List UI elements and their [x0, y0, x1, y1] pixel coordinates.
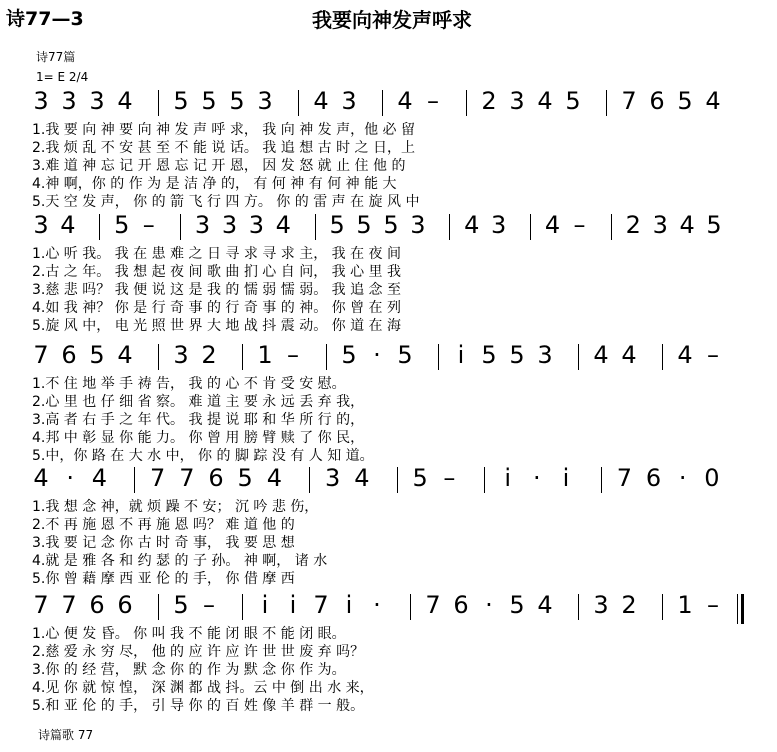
note: –: [142, 211, 155, 239]
barline: [397, 467, 398, 493]
psalm-subtitle: 诗77篇: [36, 50, 76, 64]
note: 5: [356, 211, 372, 239]
barline: [158, 90, 159, 116]
lyric-line: 2.心 里 也 仔 细 省 察。 难 道 主 要 永 远 丢 弃 我，: [32, 394, 365, 410]
note: 5: [677, 87, 693, 115]
barline: [298, 90, 299, 116]
note: 7: [33, 341, 49, 369]
note: 7: [616, 464, 632, 492]
note: 5: [341, 341, 357, 369]
note: 3: [410, 211, 426, 239]
note: ·: [373, 591, 381, 619]
note: 3: [593, 591, 609, 619]
lyric-line: 4.如 我 神？ 你 是 行 奇 事 的 行 奇 事 的 神。 你 曾 在 列: [32, 300, 402, 316]
note: –: [443, 464, 456, 492]
note: 4: [621, 341, 637, 369]
note: 3: [33, 211, 49, 239]
barline: [382, 90, 383, 116]
note: i: [457, 341, 465, 369]
note: 5: [706, 211, 722, 239]
note: 6: [645, 464, 662, 492]
note: –: [573, 211, 586, 239]
note: 6: [61, 341, 77, 369]
note: i: [504, 464, 511, 492]
note: 4: [313, 87, 329, 115]
note: 5: [237, 464, 253, 492]
note: 6: [208, 464, 224, 492]
lyric-line: 2.我 烦 乱 不 安 甚 至 不 能 说 话。 我 追 想 古 时 之 日，上: [32, 140, 416, 156]
barline: [601, 467, 602, 493]
note: 4: [537, 87, 553, 115]
note: 5: [397, 341, 413, 369]
note: 3: [257, 87, 273, 115]
barline: [438, 344, 439, 370]
lyric-line: 5.旋 风 中， 电 光 照 世 界 大 地 战 抖 震 动。 你 道 在 海: [32, 318, 402, 334]
note: 4: [275, 211, 291, 239]
lyric-line: 2.慈 爱 永 穷 尽， 他 的 应 许 应 许 世 世 废 弃 吗？: [32, 644, 365, 660]
barline: [530, 214, 531, 240]
note: 7: [33, 591, 49, 619]
lyric-line: 3.难 道 神 忘 记 开 恩 忘 记 开 恩， 因 发 怒 就 止 住 他 的: [32, 158, 406, 174]
note: 3: [61, 87, 77, 115]
note: 4: [354, 464, 370, 492]
notation-row: [22, 342, 744, 372]
page-title: 我要向神发声呼求: [312, 8, 472, 32]
footer-label: 诗篇歌 77: [38, 728, 94, 742]
notation-row: [22, 465, 744, 495]
barline: [578, 344, 579, 370]
lyric-line: 2.不 再 施 恩 不 再 施 恩 吗？ 难 道 他 的: [32, 517, 295, 533]
notation-row: [22, 592, 744, 622]
note: ·: [66, 464, 74, 492]
note: 4: [91, 464, 107, 492]
note: 7: [313, 591, 329, 619]
note: 7: [61, 591, 77, 619]
final-barline-thick: [741, 594, 744, 624]
note: 5: [201, 87, 217, 115]
barline: [578, 594, 579, 620]
note: 5: [565, 87, 581, 115]
note: –: [707, 341, 719, 369]
note: 4: [544, 211, 561, 239]
note: 7: [621, 87, 637, 115]
key-signature: 1= E 2/4: [36, 70, 89, 84]
note: 3: [248, 211, 265, 239]
barline: [410, 594, 411, 620]
note: ·: [373, 341, 381, 369]
lyric-line: 4.神 啊，你 的 作 为 是 洁 净 的， 有 何 神 有 何 神 能 大: [32, 176, 397, 192]
lyric-line: 5.中，你 路 在 大 水 中， 你 的 脚 踪 没 有 人 知 道。: [32, 448, 374, 464]
note: 3: [221, 211, 238, 239]
note: 4: [117, 87, 133, 115]
lyric-line: 1.我 想 念 神，就 烦 躁 不 安； 沉 吟 悲 伤，: [32, 499, 319, 515]
note: 3: [173, 341, 189, 369]
note: 3: [33, 87, 49, 115]
barline: [309, 467, 310, 493]
note: 5: [229, 87, 245, 115]
note: 4: [677, 341, 693, 369]
note: 2: [621, 591, 637, 619]
final-barline-thin: [737, 594, 738, 624]
lyric-line: 5.和 亚 伦 的 手， 引 导 你 的 百 姓 像 羊 群 一 般。: [32, 698, 365, 714]
barline: [99, 214, 100, 240]
note: 4: [705, 87, 721, 115]
notation-row: [22, 212, 744, 242]
note: 3: [491, 211, 507, 239]
note: 6: [89, 591, 105, 619]
note: i: [261, 591, 269, 619]
notation-row: [22, 88, 744, 118]
note: 2: [481, 87, 497, 115]
barline: [606, 90, 607, 116]
note: 5: [114, 211, 130, 239]
note: –: [427, 87, 439, 115]
note: 4: [117, 341, 133, 369]
lyric-line: 4.就 是 雅 各 和 约 瑟 的 子 孙。 神 啊， 诸 水: [32, 553, 328, 569]
barline: [158, 344, 159, 370]
note: 5: [89, 341, 105, 369]
lyric-line: 1.不 住 地 举 手 祷 告， 我 的 心 不 肯 受 安 慰。: [32, 376, 346, 392]
lyric-line: 1.心 听 我。 我 在 患 难 之 日 寻 求 寻 求 主， 我 在 夜 间: [32, 246, 402, 262]
barline: [662, 344, 663, 370]
note: ·: [678, 464, 687, 492]
note: 5: [173, 591, 189, 619]
barline: [484, 467, 485, 493]
lyric-line: 1.我 要 向 神 要 向 神 发 声 呼 求， 我 向 神 发 声，他 必 留: [32, 122, 416, 138]
note: 6: [453, 591, 469, 619]
note: 4: [537, 591, 553, 619]
lyric-line: 5.你 曾 藉 摩 西 亚 伦 的 手， 你 借 摩 西: [32, 571, 295, 587]
lyric-line: 3.慈 悲 吗？ 我 便 说 这 是 我 的 懦 弱 懦 弱。 我 追 念 至: [32, 282, 402, 298]
note: 6: [649, 87, 665, 115]
note: i: [289, 591, 297, 619]
note: –: [707, 591, 719, 619]
note: 3: [537, 341, 553, 369]
note: 1: [257, 341, 273, 369]
note: 3: [509, 87, 525, 115]
note: 3: [325, 464, 341, 492]
note: 3: [194, 211, 211, 239]
barline: [158, 594, 159, 620]
lyric-line: 4.见 你 就 惊 惶， 深 渊 都 战 抖。云 中 倒 出 水 来，: [32, 680, 374, 696]
lyric-line: 3.你 的 经 营， 默 念 你 的 作 为 默 念 你 作 为。: [32, 662, 346, 678]
note: 5: [329, 211, 345, 239]
lyric-line: 4.邦 中 彰 显 你 能 力。 你 曾 用 膀 臂 赎 了 你 民，: [32, 430, 365, 446]
note: ·: [485, 591, 493, 619]
note: 4: [60, 211, 76, 239]
lyric-line: 1.心 便 发 昏。 你 叫 我 不 能 闭 眼 不 能 闭 眼。: [32, 626, 346, 642]
barline: [134, 467, 135, 493]
note: i: [562, 464, 570, 492]
note: 3: [652, 211, 668, 239]
note: 6: [117, 591, 133, 619]
note: 7: [425, 591, 441, 619]
lyric-line: 2.古 之 年。 我 想 起 夜 间 歌 曲 扪 心 自 问， 我 心 里 我: [32, 264, 402, 280]
barline: [242, 594, 243, 620]
note: ·: [533, 464, 541, 492]
note: 4: [464, 211, 480, 239]
note: 3: [341, 87, 357, 115]
note: 7: [150, 464, 166, 492]
barline: [242, 344, 243, 370]
barline: [180, 214, 181, 240]
barline: [611, 214, 612, 240]
lyric-line: 3.高 者 右 手 之 年 代。 我 提 说 耶 和 华 所 行 的，: [32, 412, 365, 428]
barline: [326, 344, 327, 370]
note: 4: [266, 464, 282, 492]
note: 4: [593, 341, 609, 369]
lyric-line: 3.我 要 记 念 你 古 时 奇 事， 我 要 思 想: [32, 535, 295, 551]
note: 4: [397, 87, 413, 115]
note: 4: [33, 464, 49, 492]
barline: [466, 90, 467, 116]
hymn-number: 诗77—3: [6, 8, 84, 30]
note: 5: [509, 591, 525, 619]
note: 2: [201, 341, 217, 369]
note: 4: [679, 211, 695, 239]
note: 3: [89, 87, 105, 115]
note: 2: [625, 211, 641, 239]
note: –: [287, 341, 299, 369]
barline: [662, 594, 663, 620]
note: 0: [704, 464, 720, 492]
note: 5: [412, 464, 428, 492]
note: i: [345, 591, 353, 619]
note: –: [203, 591, 215, 619]
barline: [315, 214, 316, 240]
note: 5: [173, 87, 189, 115]
note: 5: [509, 341, 525, 369]
note: 5: [383, 211, 399, 239]
note: 7: [179, 464, 195, 492]
lyric-line: 5.天 空 发 声， 你 的 箭 飞 行 四 方。 你 的 雷 声 在 旋 风 中: [32, 194, 420, 210]
barline: [449, 214, 450, 240]
note: 1: [677, 591, 693, 619]
note: 5: [481, 341, 497, 369]
